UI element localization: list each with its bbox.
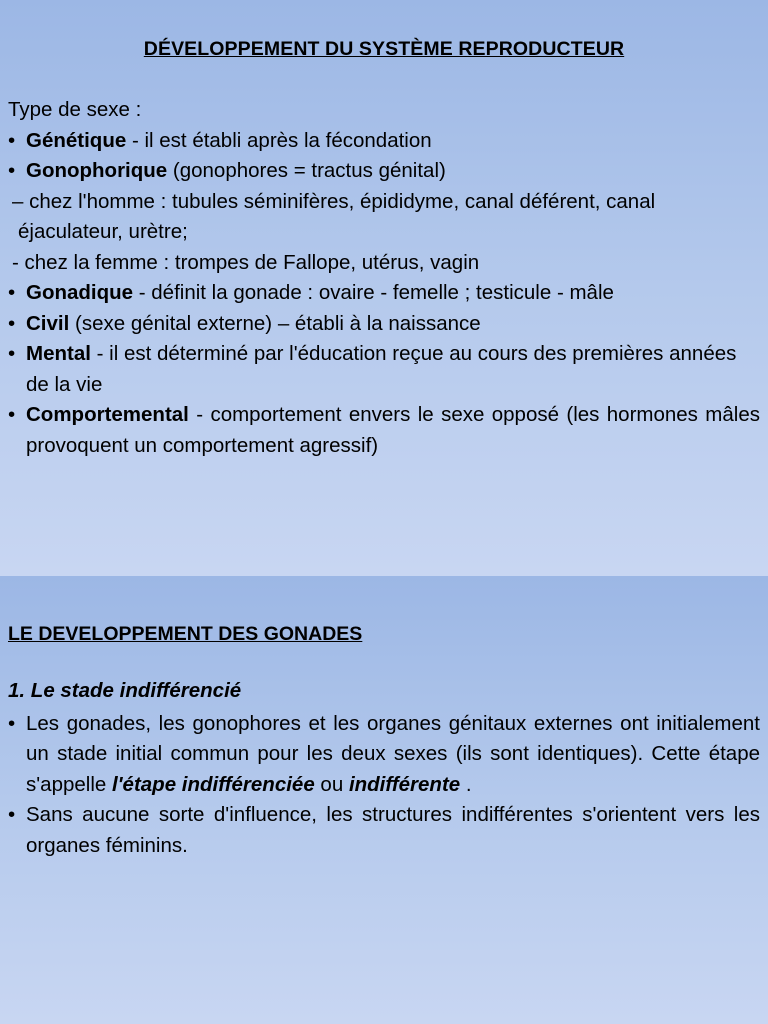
- definition: - il est déterminé par l'éducation reçue au cours des premières années de la vie: [26, 342, 737, 396]
- list-item-genetic: [8, 126, 760, 157]
- text: .: [460, 772, 472, 796]
- list-item-mental: [8, 339, 760, 400]
- list-item-indifferent-stage: [8, 709, 760, 801]
- slide-gonad-development: [0, 576, 768, 1024]
- list-item-gonophoric: [8, 156, 760, 187]
- list-item-gonadal: [8, 278, 760, 309]
- sub-line-female: - chez la femme : trompes de Fallope, utérus, vagin: [12, 250, 480, 274]
- term: Gonophorique: [26, 159, 168, 182]
- intro-text: Type de sexe :: [8, 98, 142, 121]
- definition: (sexe génital externe) – établi à la naissance: [69, 311, 481, 335]
- slide-content: [8, 95, 760, 461]
- list-item-civil: [8, 309, 760, 340]
- text: Les gonades, les gonophores et les organes génitaux externes ont initialement un stade initial commun pour les deux sexes (ils sont identiques). Cette étape s'appelle: [26, 711, 760, 796]
- term: Civil: [26, 311, 70, 335]
- slide-content: [8, 676, 760, 861]
- definition: - il est établi après la fécondation: [126, 128, 432, 152]
- term: Comportemental: [26, 403, 189, 426]
- definition: - définit la gonade : ovaire - femelle ; testicule - mâle: [133, 281, 614, 304]
- emphasis: indifférente: [348, 772, 461, 796]
- term: Gonadique: [26, 281, 134, 304]
- term: Mental: [26, 342, 91, 365]
- sub-line-male-cont: éjaculateur, urètre;: [18, 220, 188, 243]
- stage-heading: 1. Le stade indifférencié: [8, 679, 242, 702]
- list-item-female-default: • Sans aucune sorte d'influence, les structures indifférentes s'orientent vers les organes féminins.: [8, 800, 760, 861]
- slide-title: LE DEVELOPPEMENT DES GONADES: [8, 623, 363, 645]
- sub-line-male: – chez l'homme : tubules séminifères, épididyme, canal déférent, canal: [12, 189, 656, 213]
- definition: - comportement envers le sexe opposé (les hormones mâles provoquent un comportement agressif): [26, 403, 760, 457]
- list-item-behavioral: [8, 400, 760, 461]
- definition: (gonophores = tractus génital): [167, 159, 446, 182]
- emphasis: l'étape indifférenciée: [111, 772, 315, 796]
- slide-title: DÉVELOPPEMENT DU SYSTÈME REPRODUCTEUR: [143, 38, 625, 60]
- text: ou: [314, 772, 349, 796]
- term: Génétique: [26, 128, 127, 152]
